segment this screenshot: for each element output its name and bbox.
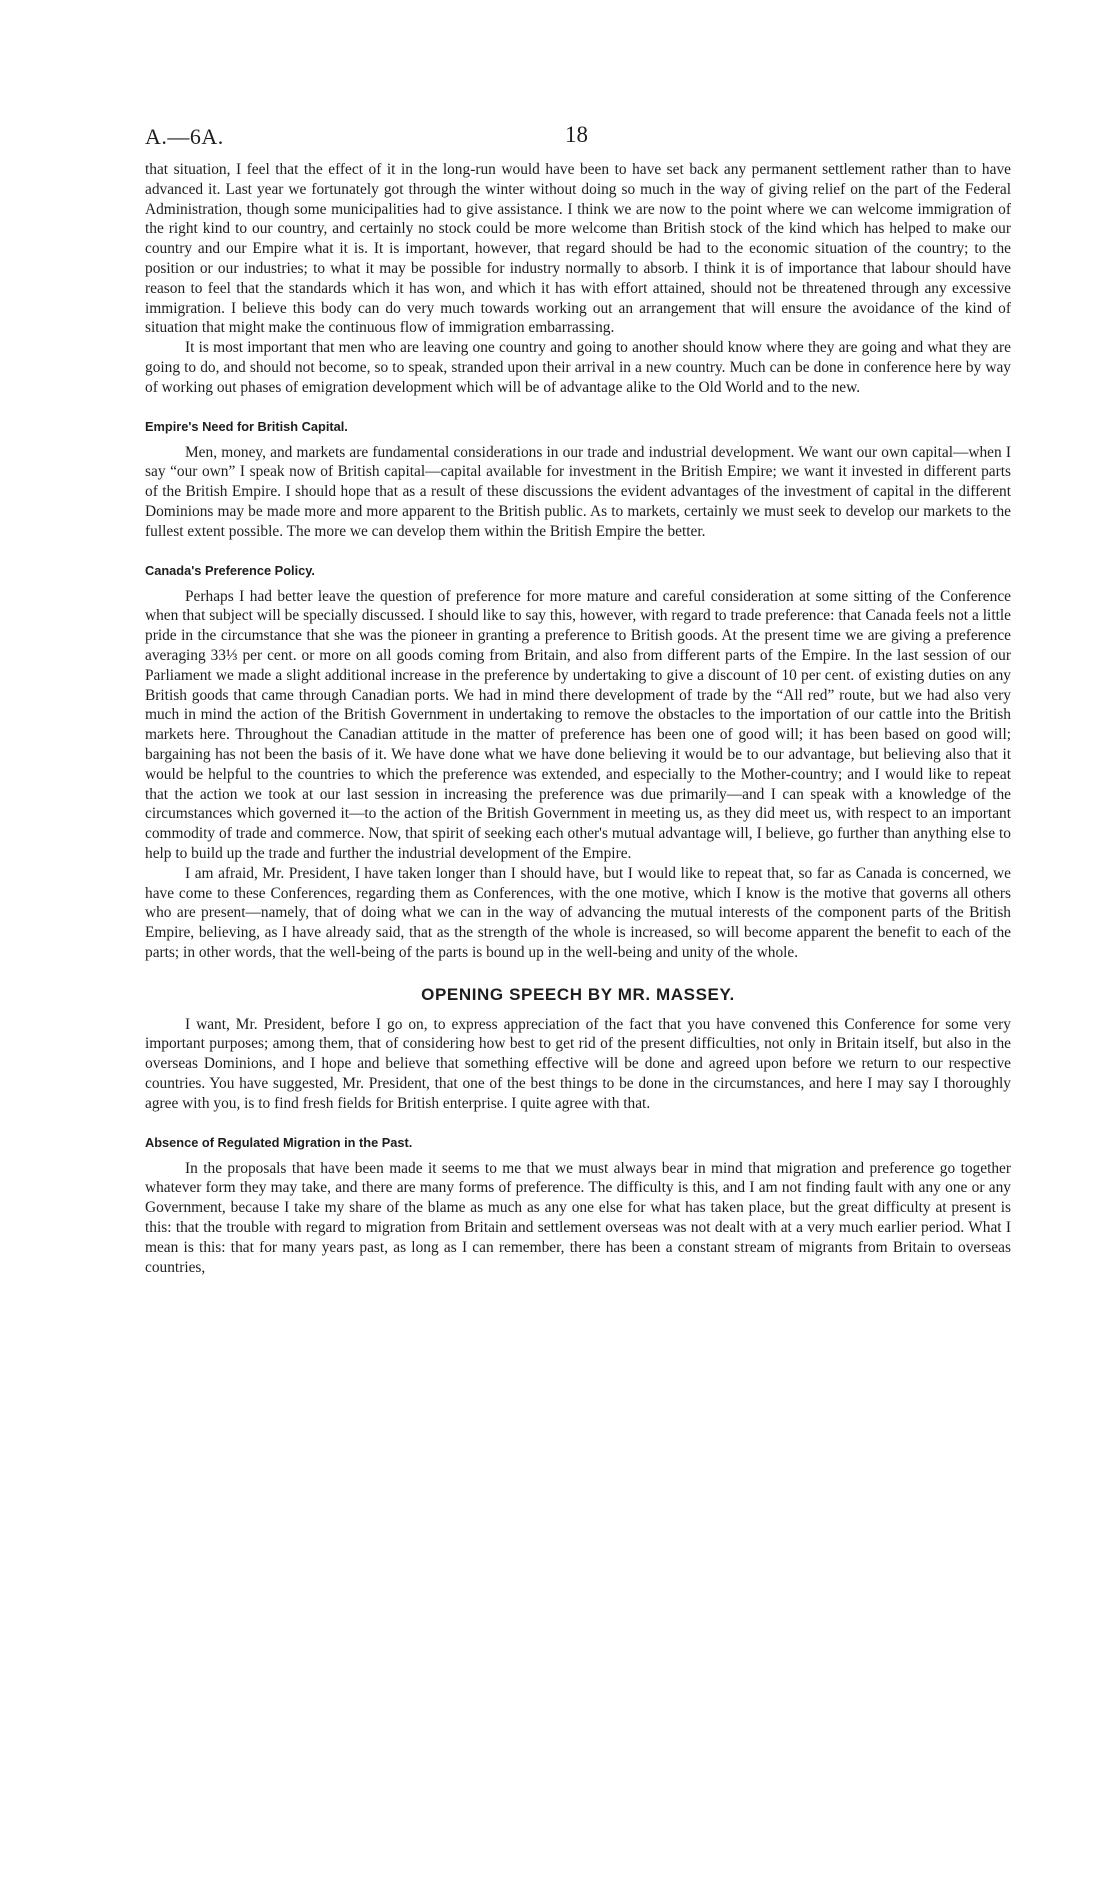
page-header bbox=[145, 118, 1011, 160]
document-page bbox=[145, 118, 1011, 1277]
section-heading: Canada's Preference Policy. bbox=[145, 562, 315, 578]
paragraph: Men, money, and markets are fundamental considerations in our trade and industrial development. We want our own capital—when I say “our own” I speak now of British capital—capital available for investment in the British Empire; we want it invested in different parts of the British Empire. I should hope that as a result of these discussions the evident advantages of the investment of capital in the different Dominions may be made more and more apparent to the British public. As to markets, certainly we must seek to develop our markets to the fullest extent possible. The more we can develop them within the British Empire the better. bbox=[145, 443, 1011, 540]
section-heading: Empire's Need for British Capital. bbox=[145, 418, 348, 434]
section-heading: Absence of Regulated Migration in the Past. bbox=[145, 1134, 413, 1150]
speech-title: OPENING SPEECH BY MR. MASSEY. bbox=[421, 984, 735, 1004]
paragraph: In the proposals that have been made it seems to me that we must always bear in mind that migration and preference go together whatever form they may take, and there are many forms of preference. The difficulty is this, and I am not finding fault with any one or any Government, because I take my share of the blame as much as any one else for what has taken place, but the great difficulty at present is this: that the trouble with regard to migration from Britain and settlement overseas was not dealt with at a very much earlier period. What I mean is this: that for many years past, as long as I can remember, there has been a constant stream of migrants from Britain to overseas countries, bbox=[145, 1159, 1011, 1276]
paragraph: I want, Mr. President, before I go on, to express appreciation of the fact that you have convened this Conference for some very important purposes; among them, that of considering how best to get rid of the present difficulties, not only in Britain itself, but also in the overseas Dominions, and I hope and believe that something effective will be done and agreed upon before we return to our respective countries. You have suggested, Mr. President, that one of the best things to be done in the circumstances, and here I may say I thoroughly agree with you, is to find fresh fields for British enterprise. I quite agree with that. bbox=[145, 1015, 1011, 1112]
paragraph: I am afraid, Mr. President, I have taken longer than I should have, but I would like to repeat that, so far as Canada is concerned, we have come to these Conferences, regarding them as Conferences, with the one motive, which I know is the motive that governs all others who are present—namely, that of doing what we can in the way of advancing the mutual interests of the component parts of the British Empire, believing, as I have already said, that as the strength of the whole is increased, so will become apparent the benefit to each of the parts; in other words, that the well-being of the parts is bound up in the well-being and unity of the whole. bbox=[145, 864, 1011, 961]
paragraph: that situation, I feel that the effect of it in the long-run would have been to have set back any permanent settlement rather than to have advanced it. Last year we fortunately got through the winter without doing so much in the way of giving relief on the part of the Federal Administration, though some municipalities had to give assistance. I think we are now to the point where we can welcome immigration of the right kind to our country, and certainly no stock could be more welcome than British stock of the kind which has helped to make our country and our Empire what it is. It is important, however, that regard should be had to the economic situation of the country; to the position or our industries; to what it may be possible for industry normally to absorb. I think it is of importance that labour should have reason to feel that the standards which it has won, and which it has with effort attained, should not be threatened through any excessive immigration. I believe this body can do very much towards working out an arrangement that will ensure the avoidance of the kind of situation that might make the continuous flow of immigration embarrassing. bbox=[145, 161, 1011, 337]
page-number: 18 bbox=[565, 122, 588, 147]
paragraph: It is most important that men who are leaving one country and going to another should know where they are going and what they are going to do, and should not become, so to speak, stranded upon their arrival in a new country. Much can be done in conference here by way of working out phases of emigration development which will be of advantage alike to the Old World and to the new. bbox=[145, 339, 1011, 396]
paragraph: Perhaps I had better leave the question of preference for more mature and careful consideration at some sitting of the Conference when that subject will be specially discussed. I should like to say this, however, with regard to trade preference: that Canada feels not a little pride in the circumstance that she was the pioneer in granting a preference to British goods. At the present time we are giving a preference averaging 33⅓ per cent. or more on all goods coming from Britain, and also from different parts of the Empire. In the last session of our Parliament we made a slight additional increase in the preference by undertaking to give a discount of 10 per cent. of existing duties on any British goods that came through Canadian ports. We had in mind there development of trade by the “All red” route, but we had also very much in mind the action of the British Government in undertaking to remove the obstacles to the importation of our cattle into the British markets here. Throughout the Canadian attitude in the matter of preference has been one of good will; it has been based on good will; bargaining has not been the basis of it. We have done what we have done believing it would be to our advantage, but believing also that it would be helpful to the countries to which the preference was extended, and especially to the Mother-country; and I would like to repeat that the action we took at our last session in increasing the preference was due primarily—and I can speak with a knowledge of the circumstances which governed it—to the action of the British Government in meeting us, as they did meet us, with respect to an important commodity of trade and commerce. Now, that spirit of seeking each other's mutual advantage will, I believe, go further than anything else to help to build up the trade and further the industrial development of the Empire. bbox=[145, 587, 1011, 862]
document-reference: A.—6A. bbox=[145, 124, 224, 149]
